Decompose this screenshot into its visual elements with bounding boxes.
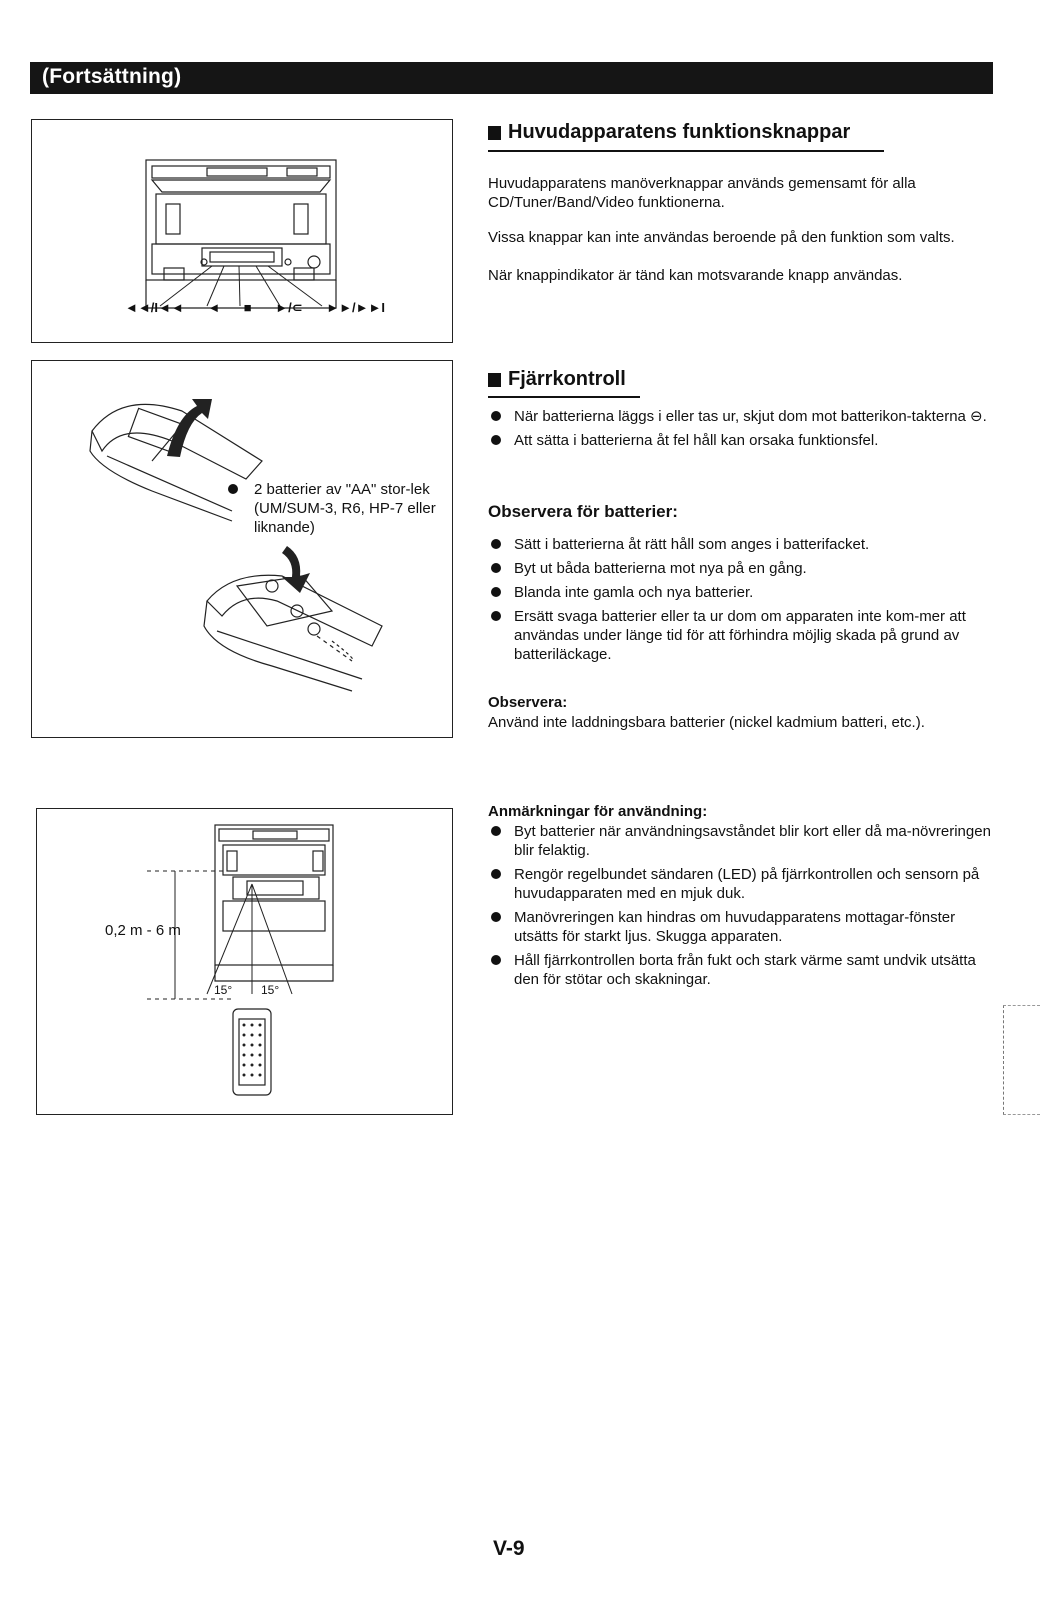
operating-range-illustration	[37, 809, 454, 1116]
button-label-play: ►/⊂	[275, 300, 303, 315]
list-item: Byt ut båda batterierna mot nya på en gång.	[488, 559, 998, 578]
header-banner	[30, 62, 993, 94]
section-title-remote	[488, 368, 626, 391]
remote-battery-illustration	[32, 361, 454, 739]
battery-note-text: 2 batterier av "AA" stor-lek (UM/SUM-3, R6, HP-7 eller liknande)	[254, 481, 436, 536]
button-label-stop: ■	[243, 300, 252, 315]
button-label-rewind: ◄◄/I◄◄	[125, 300, 184, 315]
remote-bullet-list	[488, 407, 998, 455]
battery-note-item	[228, 480, 446, 537]
section1-title-text: Huvudapparatens funktionsknappar	[508, 121, 851, 143]
list-item: Manövreringen kan hindras om huvudapparatens mottagar-fönster utsätts för starkt ljus. Skugga apparaten.	[488, 908, 998, 946]
page-number: V-9	[493, 1537, 525, 1560]
button-label-reverse: ◄	[207, 300, 221, 315]
margin-crop-mark	[1003, 1005, 1040, 1115]
list-item: Håll fjärrkontrollen borta från fukt och stark värme samt undvik utsätta den för stötar och skakningar.	[488, 951, 998, 989]
list-item: Rengör regelbundet sändaren (LED) på fjärrkontrollen och sensorn på huvudapparaten med en mjuk duk.	[488, 865, 998, 903]
section1-para2: Vissa knappar kan inte användas beroende på den funktion som valts.	[488, 229, 955, 246]
battery-bullet-list	[488, 535, 998, 669]
button-label-forward: ►►/►►I	[326, 300, 385, 315]
list-item: Byt batterier när användningsavståndet blir kort eller då ma-növreringen blir felaktig.	[488, 822, 998, 860]
list-item: Sätt i batterierna åt rätt håll som anges i batterifacket.	[488, 535, 998, 554]
usage-notes-heading: Anmärkningar för användning:	[488, 803, 708, 820]
angle-left-label: 15°	[214, 983, 233, 997]
section1-underline	[488, 150, 884, 152]
distance-label: 0,2 m - 6 m	[105, 922, 181, 939]
figure-remote-battery	[31, 360, 453, 738]
note-heading: Observera:	[488, 694, 568, 711]
section2-underline	[488, 396, 640, 398]
angle-right-label: 15°	[261, 983, 280, 997]
list-item: Ersätt svaga batterier eller ta ur dom om apparaten inte kom-mer att användas under länge tid för att förhindra möjlig skada på grund av batteriläckage.	[488, 607, 998, 664]
section2-title-text: Fjärrkontroll	[508, 368, 626, 390]
bullet-dot	[228, 484, 238, 494]
usage-notes-list	[488, 822, 998, 994]
heading-square-icon	[488, 373, 501, 387]
list-item: När batterierna läggs i eller tas ur, skjut dom mot batterikon-takterna ⊖.	[488, 407, 998, 426]
section1-para3: När knappindikator är tänd kan motsvarande knapp användas.	[488, 267, 903, 284]
battery-subheading: Observera för batterier:	[488, 502, 678, 521]
banner-title: (Fortsättning)	[42, 65, 182, 88]
list-item: Att sätta i batterierna åt fel håll kan orsaka funktionsfel.	[488, 431, 998, 450]
list-item: Blanda inte gamla och nya batterier.	[488, 583, 998, 602]
figure-operating-range	[36, 808, 453, 1115]
heading-square-icon	[488, 126, 501, 140]
button-label-row	[125, 300, 385, 316]
note-text: Använd inte laddningsbara batterier (nickel kadmium batteri, etc.).	[488, 714, 925, 731]
section-title-main-unit-buttons	[488, 121, 850, 144]
figure-main-unit	[31, 119, 453, 343]
section1-para1: Huvudapparatens manöverknappar används gemensamt för alla CD/Tuner/Band/Video funktionerna.	[488, 175, 916, 211]
